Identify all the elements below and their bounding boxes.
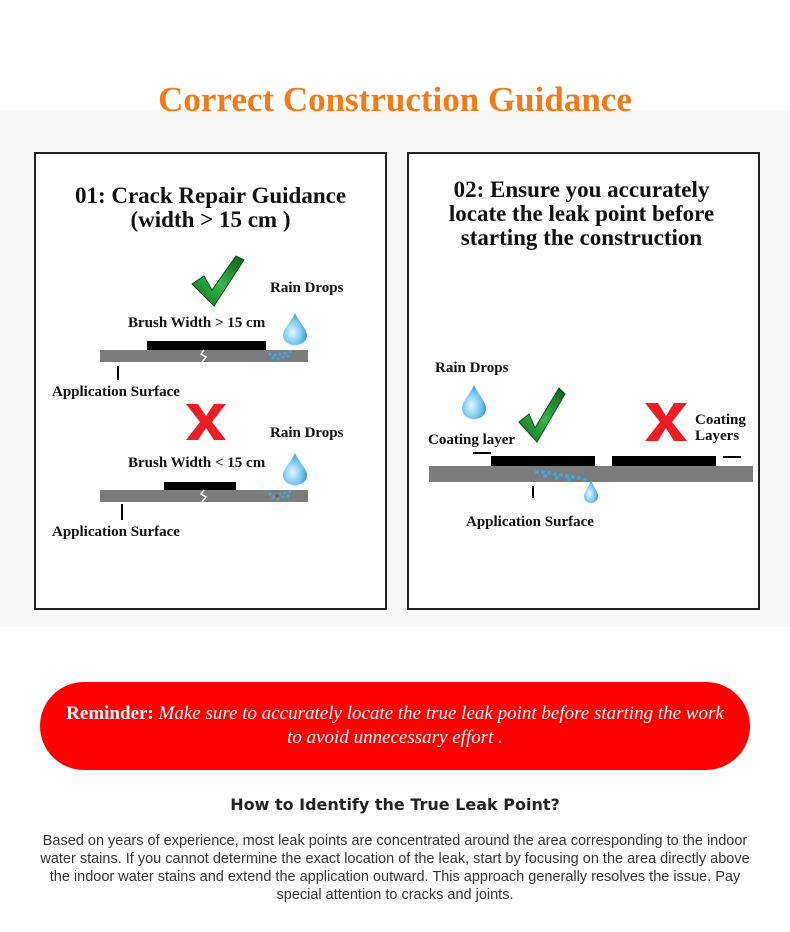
coating-layers-line1: Coating <box>695 412 746 428</box>
panel1-title-line2: (width > 15 cm ) <box>130 207 291 232</box>
panel1-title-line1: 01: Crack Repair Guidance <box>74 183 347 208</box>
cross-icon <box>184 402 228 442</box>
coating-strip <box>164 482 236 490</box>
panel2-title-line2: locate the leak point before <box>448 201 715 226</box>
coating-layer-label: Coating layer <box>428 432 516 448</box>
application-surface-bar <box>429 466 753 482</box>
coating-strip <box>491 456 595 466</box>
brush-width-label: Brush Width > 15 cm <box>128 315 266 331</box>
application-surface-label: Application Surface <box>52 384 180 400</box>
page-title: Correct Construction Guidance <box>158 80 632 119</box>
panel-locate-leak <box>407 152 760 610</box>
explanation-paragraph: Based on years of experience, most leak points are concentrated around the area corresponding to the indoor water stains. If you cannot determine the exact location of the leak, start by focusing on the area directly above the indoor water stains and extend the application outward. This approach generally resolves the issue. Pay special attention to cracks and joints. <box>40 833 750 903</box>
panel-crack-repair <box>34 152 387 610</box>
panel2-title <box>409 178 754 250</box>
coating-strip <box>147 341 266 350</box>
rain-drops-label: Rain Drops <box>270 425 344 441</box>
cross-icon <box>643 401 689 443</box>
check-icon <box>190 254 246 310</box>
coating-layers-line2: Layers <box>695 428 740 444</box>
panel1-title <box>36 184 385 232</box>
surface-diagram <box>100 480 310 510</box>
brush-width-label: Brush Width < 15 cm <box>128 455 266 471</box>
reminder-label: Reminder: <box>66 703 154 724</box>
reminder-text-block <box>60 702 730 750</box>
coating-strip <box>612 456 716 466</box>
coating-layers-label <box>695 412 746 444</box>
pointer-line <box>117 366 119 380</box>
application-surface-label: Application Surface <box>466 514 594 530</box>
pointer-line <box>723 456 741 458</box>
application-surface-label: Application Surface <box>52 524 180 540</box>
pointer-line <box>532 486 534 498</box>
rain-drops-label: Rain Drops <box>270 280 344 296</box>
reminder-message: Make sure to accurately locate the true leak point before starting the work to avoid unnecessary effort . <box>158 703 724 748</box>
section-heading: How to Identify the True Leak Point? <box>230 795 560 814</box>
check-icon <box>517 386 567 444</box>
surface-diagram <box>429 450 755 514</box>
panel2-title-line3: starting the construction <box>460 225 703 250</box>
rain-drops-label: Rain Drops <box>435 360 509 376</box>
panel2-title-line1: 02: Ensure you accurately <box>453 177 710 202</box>
water-drop-icon <box>461 384 487 420</box>
surface-diagram <box>100 338 310 368</box>
pointer-line <box>473 452 491 454</box>
pointer-line <box>121 504 123 520</box>
